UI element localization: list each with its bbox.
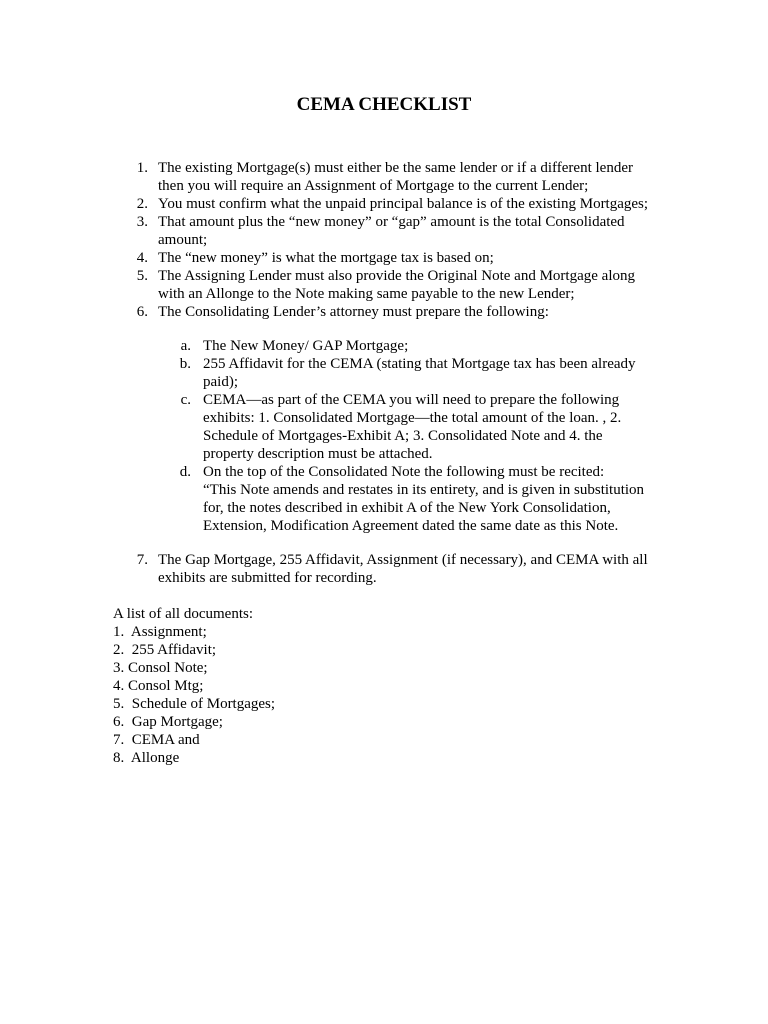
list-item	[134, 303, 674, 321]
sub-list-item	[179, 355, 659, 391]
document-item: 4. Consol Mtg;	[113, 678, 204, 694]
text-line: The Gap Mortgage, 255 Affidavit, Assignment (if necessary), and CEMA with all	[158, 552, 648, 568]
list-item	[134, 267, 674, 303]
sub-list-item-letter: d.	[179, 464, 191, 480]
text-line: On the top of the Consolidated Note the following must be recited:	[203, 464, 605, 480]
sub-list-item-letter: a.	[180, 338, 191, 354]
sub-list-item-text	[203, 463, 663, 535]
text-line: That amount plus the “new money” or “gap” amount is the total Consolidated	[158, 214, 625, 230]
text-line: for, the notes described in exhibit A of the New York Consolidation,	[203, 500, 611, 516]
sub-list-item-letter: b.	[179, 356, 191, 372]
list-item-number: 3.	[136, 214, 148, 230]
text-line: The Assigning Lender must also provide the Original Note and Mortgage along	[158, 268, 635, 284]
sub-list-item-letter: c.	[180, 392, 191, 408]
text-line: 255 Affidavit for the CEMA (stating that Mortgage tax has been already	[203, 356, 636, 372]
list-item-number: 1.	[136, 160, 148, 176]
document-item: 6. Gap Mortgage;	[113, 714, 223, 730]
text-line: exhibits are submitted for recording.	[158, 570, 377, 586]
text-line: You must confirm what the unpaid principal balance is of the existing Mortgages;	[158, 196, 649, 212]
list-item-number: 2.	[136, 196, 148, 212]
list-item-number: 4.	[136, 250, 148, 266]
text-line: The “new money” is what the mortgage tax is based on;	[158, 250, 494, 266]
sub-list-item	[179, 337, 659, 355]
text-line: “This Note amends and restates in its entirety, and is given in substitution	[203, 482, 645, 498]
main-checklist	[134, 159, 694, 321]
text-line: then you will require an Assignment of Mortgage to the current Lender;	[158, 178, 589, 194]
sub-list-item	[179, 463, 659, 535]
list-item	[134, 195, 674, 213]
list-item-text	[158, 249, 658, 267]
text-line: exhibits: 1. Consolidated Mortgage—the total amount of the loan. , 2.	[203, 410, 622, 426]
document-item: 5. Schedule of Mortgages;	[113, 696, 276, 712]
document-item: 7. CEMA and	[113, 732, 200, 748]
text-line: property description must be attached.	[203, 446, 433, 462]
list-item	[134, 249, 674, 267]
text-line: paid);	[203, 374, 238, 390]
list-item-text	[158, 159, 658, 195]
list-item-text	[158, 551, 648, 587]
text-line: The New Money/ GAP Mortgage;	[203, 338, 409, 354]
text-line: Extension, Modification Agreement dated the same date as this Note.	[203, 518, 619, 534]
main-checklist-item-7	[134, 551, 694, 587]
list-item	[134, 213, 674, 249]
list-item-number: 7.	[136, 552, 148, 568]
sub-list-item-text	[203, 355, 663, 391]
text-line: with an Allonge to the Note making same payable to the new Lender;	[158, 286, 575, 302]
text-line: Schedule of Mortgages-Exhibit A; 3. Consolidated Note and 4. the	[203, 428, 603, 444]
list-item-number: 6.	[136, 304, 148, 320]
sub-list-item	[179, 391, 659, 463]
sub-checklist	[179, 337, 679, 535]
text-line: The Consolidating Lender’s attorney must prepare the following:	[158, 304, 549, 320]
sub-list-item-text	[203, 391, 663, 463]
sub-list-item-text	[203, 337, 663, 355]
list-item	[134, 159, 674, 195]
text-line: CEMA—as part of the CEMA you will need to prepare the following	[203, 392, 620, 408]
page-title: CEMA CHECKLIST	[296, 94, 472, 115]
document-item: 8. Allonge	[113, 750, 180, 766]
documents-heading: A list of all documents:	[113, 606, 253, 622]
document-item: 2. 255 Affidavit;	[113, 642, 217, 658]
list-item-text	[158, 303, 658, 321]
text-line: The existing Mortgage(s) must either be the same lender or if a different lender	[158, 160, 633, 176]
list-item-number: 5.	[136, 268, 148, 284]
list-item-text	[158, 213, 658, 249]
document-item: 3. Consol Note;	[113, 660, 208, 676]
text-line: amount;	[158, 232, 208, 248]
list-item-text	[158, 267, 658, 303]
list-item-text	[158, 195, 658, 213]
document-item: 1. Assignment;	[113, 624, 207, 640]
documents-list	[113, 605, 513, 767]
